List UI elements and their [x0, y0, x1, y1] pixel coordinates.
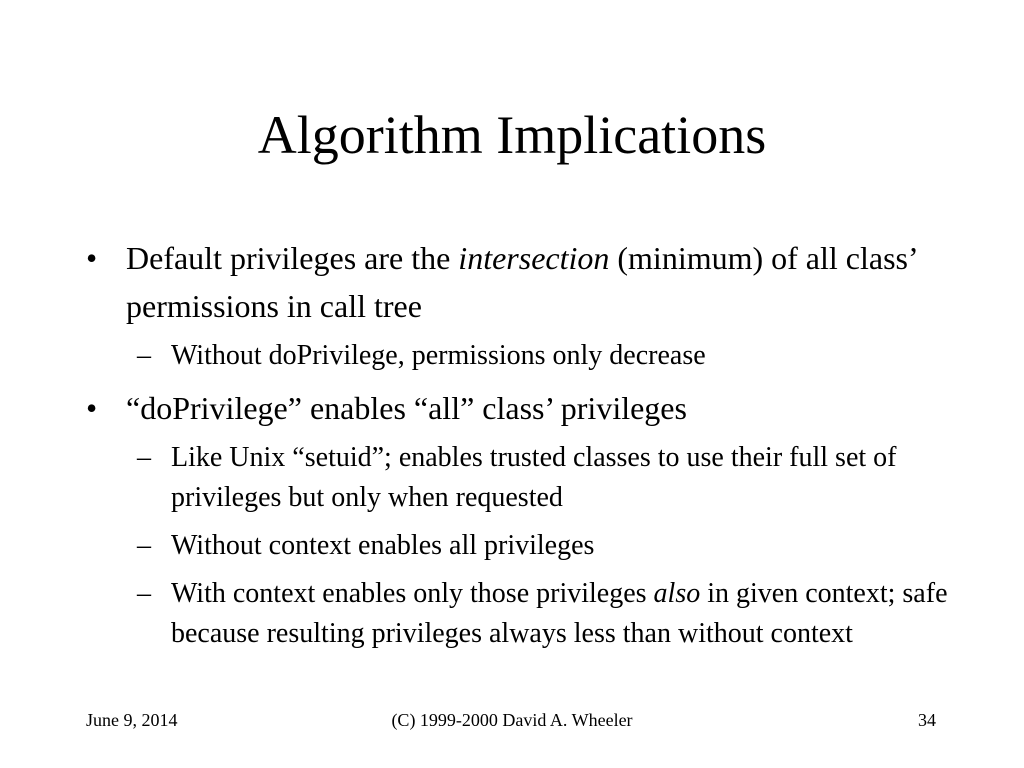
bullet-text-before: Default privileges are the [126, 240, 459, 276]
dash-symbol: – [137, 578, 151, 609]
bullet-text: “doPrivilege” enables “all” class’ privileges [126, 390, 687, 426]
sub-bullet-with-context [137, 574, 956, 654]
sub-bullet-text: Without doPrivilege, permissions only decrease [171, 340, 706, 371]
sub-bullet-without-context [137, 526, 956, 566]
sub-bullet-without-doprivilege [137, 336, 956, 376]
bullet-symbol: • [86, 390, 98, 426]
sub-bullet-text-emphasis: also [653, 578, 701, 609]
sub-bullet-text: Without context enables all privileges [171, 530, 595, 561]
bullet-default-privileges [86, 234, 956, 330]
footer-page-number: 34 [918, 710, 936, 730]
dash-symbol: – [137, 340, 151, 371]
footer-date: June 9, 2014 [86, 710, 178, 730]
sub-bullet-setuid [137, 438, 956, 518]
sub-bullet-text: Like Unix “setuid”; enables trusted classes to use their full set of privileges but only when requested [171, 442, 897, 513]
bullet-text-emphasis: intersection [458, 240, 610, 276]
bullet-symbol: • [86, 240, 98, 276]
sub-bullet-text-before: With context enables only those privileges [171, 578, 654, 609]
slide-title: Algorithm Implications [257, 105, 767, 165]
dash-symbol: – [137, 530, 151, 561]
bullet-text-after: (minimum) of all class’ permissions in call tree [126, 240, 917, 324]
bullet-doprivilege [86, 384, 956, 432]
slide-body [86, 234, 956, 662]
dash-symbol: – [137, 442, 151, 473]
footer-copyright: (C) 1999-2000 David A. Wheeler [391, 710, 633, 730]
sub-bullet-text-after: in given context; safe because resulting privileges always less than without context [171, 578, 948, 649]
